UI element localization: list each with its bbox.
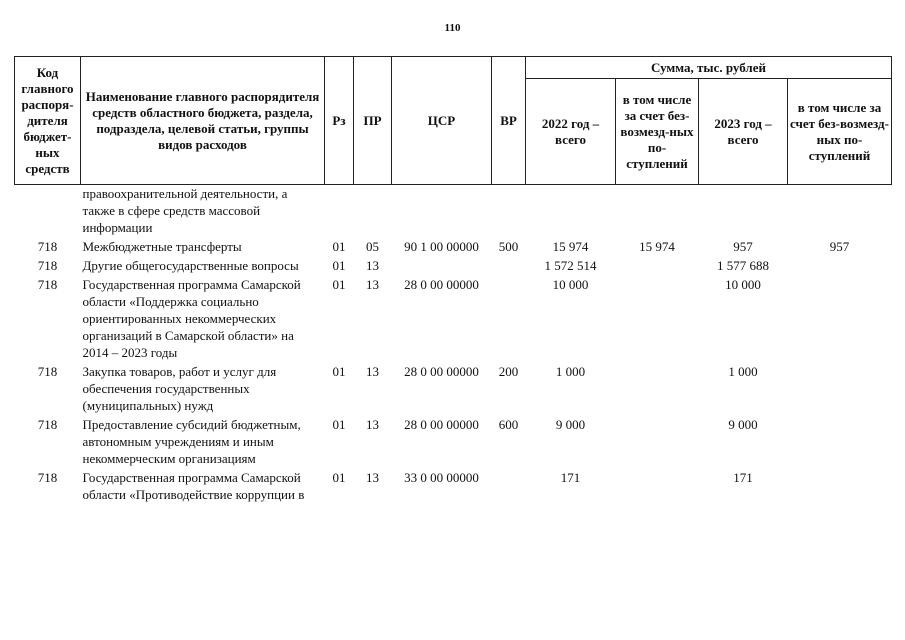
row-2023-total: 1 577 688 xyxy=(717,258,769,273)
row-pr: 13 xyxy=(366,470,379,485)
row-pr xyxy=(354,185,392,237)
row-2022-total xyxy=(526,185,616,237)
row-pr: 13 xyxy=(366,364,379,379)
row-2022-free xyxy=(616,255,699,274)
row-pr: 13 xyxy=(366,258,379,273)
row-csr: 28 0 00 00000 xyxy=(404,417,479,432)
row-2023-total: 10 000 xyxy=(725,277,761,292)
header-2023-free: в том числе за счет без-возмезд-ных по-ступлений xyxy=(788,79,892,185)
row-name: Закупка товаров, работ и услуг для обеспечения государственных (муниципальных) нужд xyxy=(82,364,277,413)
row-name: Межбюджетные трансферты xyxy=(82,239,242,254)
table-row xyxy=(15,361,892,414)
row-2022-free xyxy=(616,414,699,467)
header-2023-total: 2023 год – всего xyxy=(699,79,788,185)
row-vr: 200 xyxy=(498,364,519,379)
page-number: 110 xyxy=(444,22,461,34)
row-code: 718 xyxy=(37,258,58,273)
row-rz: 01 xyxy=(332,470,346,485)
row-2023-total xyxy=(699,185,788,237)
header-code: Код главного распоря-дителя бюджет-ных средств xyxy=(15,57,81,185)
row-2022-total: 171 xyxy=(560,470,581,485)
row-code: 718 xyxy=(37,417,58,432)
row-rz: 01 xyxy=(332,277,346,292)
row-2023-total: 1 000 xyxy=(728,364,758,379)
row-csr: 28 0 00 00000 xyxy=(404,364,479,379)
table-body xyxy=(15,185,892,504)
row-2023-free xyxy=(788,185,892,237)
row-2022-free xyxy=(616,274,699,361)
row-2023-total: 171 xyxy=(733,470,753,485)
row-pr: 05 xyxy=(366,239,379,254)
row-vr xyxy=(492,185,526,237)
table-row xyxy=(15,274,892,361)
row-csr: 33 0 00 00000 xyxy=(404,470,479,485)
row-2022-total: 9 000 xyxy=(555,417,586,432)
row-2023-free xyxy=(788,361,892,414)
row-vr: 500 xyxy=(498,239,519,254)
row-vr xyxy=(492,255,526,274)
row-2023-free xyxy=(788,255,892,274)
row-2023-free xyxy=(788,274,892,361)
row-name: правоохранительной деятельности, а также в сфере средств массовой информации xyxy=(82,186,288,235)
row-code: 718 xyxy=(37,277,58,292)
row-rz: 01 xyxy=(332,239,346,254)
row-rz: 01 xyxy=(332,258,346,273)
row-vr xyxy=(492,467,526,503)
table-row xyxy=(15,414,892,467)
row-2022-free xyxy=(616,185,699,237)
row-vr xyxy=(492,274,526,361)
header-csr: ЦСР xyxy=(392,57,492,185)
row-2022-free: 15 974 xyxy=(639,239,675,254)
row-pr: 13 xyxy=(366,277,379,292)
row-2022-free xyxy=(616,361,699,414)
header-rz: Рз xyxy=(325,57,354,185)
row-2023-free: 957 xyxy=(829,239,850,254)
row-2023-total: 957 xyxy=(733,239,753,254)
row-2022-free xyxy=(616,467,699,503)
row-rz: 01 xyxy=(332,364,346,379)
row-code: 718 xyxy=(37,364,58,379)
header-vr: ВР xyxy=(492,57,526,185)
header-2022-free: в том числе за счет без-возмезд-ных по-ступлений xyxy=(616,79,699,185)
table-row xyxy=(15,236,892,255)
header-pr: ПР xyxy=(354,57,392,185)
row-name: Государственная программа Самарской области «Противодействие коррупции в xyxy=(82,470,305,502)
row-csr: 28 0 00 00000 xyxy=(404,277,479,292)
row-2023-free xyxy=(788,467,892,503)
row-2023-total: 9 000 xyxy=(728,417,758,432)
row-2022-total: 15 974 xyxy=(552,239,589,254)
row-pr: 13 xyxy=(366,417,379,432)
row-name: Государственная программа Самарской области «Поддержка социально ориентированных некоммерческих организаций в Самарской области» на 2014 – 2023 годы xyxy=(82,277,301,360)
table-row xyxy=(15,185,892,237)
row-2022-total: 10 000 xyxy=(552,277,589,292)
budget-table xyxy=(14,56,892,503)
row-2022-total: 1 572 514 xyxy=(544,258,597,273)
row-csr: 90 1 00 00000 xyxy=(404,239,479,254)
row-rz xyxy=(325,185,354,237)
table-row xyxy=(15,255,892,274)
row-2023-free xyxy=(788,414,892,467)
row-vr: 600 xyxy=(498,417,519,432)
row-2022-total: 1 000 xyxy=(555,364,586,379)
table-row xyxy=(15,467,892,503)
row-csr xyxy=(392,185,492,237)
row-name: Другие общегосударственные вопросы xyxy=(82,258,299,273)
header-2022-total: 2022 год – всего xyxy=(526,79,616,185)
header-name: Наименование главного распорядителя средств областного бюджета, раздела, подраздела, целевой статьи, группы видов расходов xyxy=(81,57,325,185)
row-rz: 01 xyxy=(332,417,346,432)
row-code: 718 xyxy=(37,470,58,485)
table-header xyxy=(15,57,892,185)
row-code xyxy=(15,185,81,237)
header-sum-group: Сумма, тыс. рублей xyxy=(526,57,892,79)
row-code: 718 xyxy=(37,239,58,254)
row-name: Предоставление субсидий бюджетным, автономным учреждениям и иным некоммерческим организациям xyxy=(82,417,301,466)
row-csr xyxy=(392,255,492,274)
